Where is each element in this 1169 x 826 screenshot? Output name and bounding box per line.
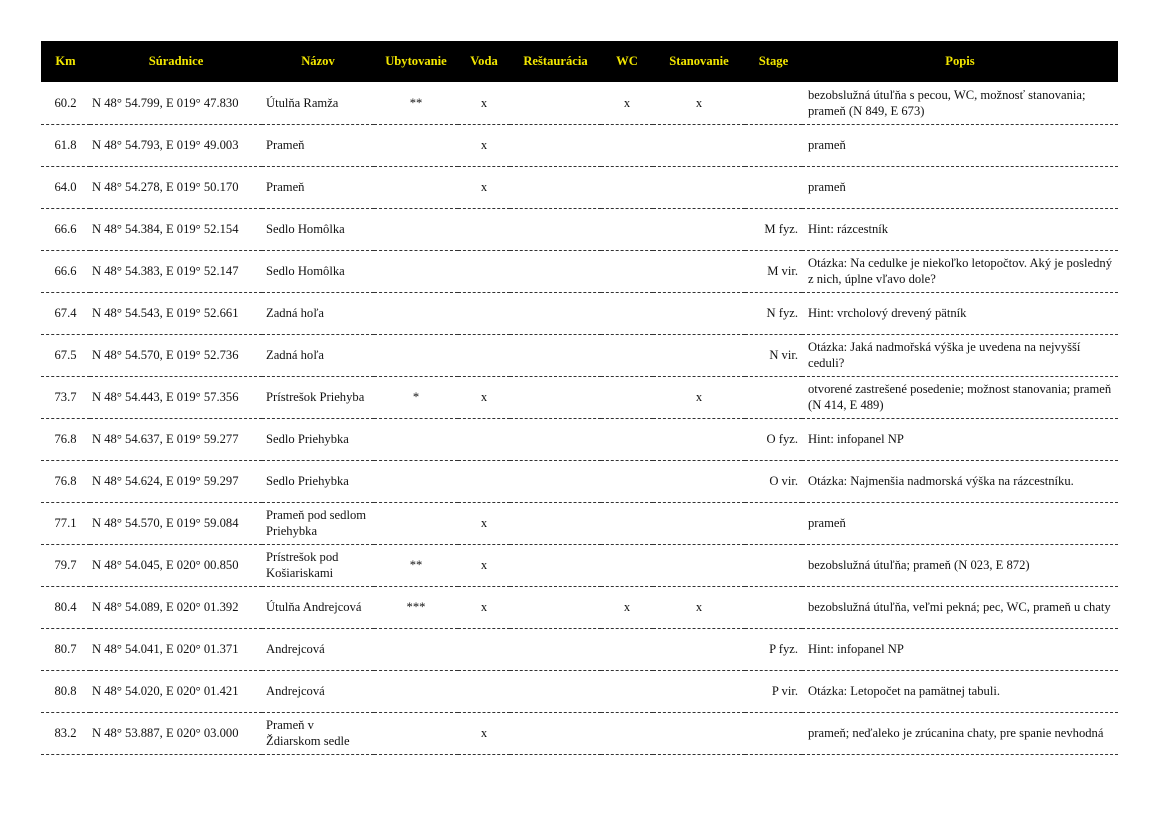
cell-description: prameň [802, 502, 1118, 544]
cell-coordinates: N 48° 54.383, E 019° 52.147 [90, 250, 262, 292]
cell-km: 80.4 [41, 586, 90, 628]
cell-restaurant [510, 376, 601, 418]
cell-km: 64.0 [41, 166, 90, 208]
cell-description: prameň [802, 124, 1118, 166]
cell-restaurant [510, 166, 601, 208]
cell-km: 77.1 [41, 502, 90, 544]
cell-lodging: ** [374, 82, 458, 124]
cell-restaurant [510, 586, 601, 628]
table-row [41, 628, 1118, 670]
cell-lodging [374, 208, 458, 250]
header-row [41, 41, 1118, 82]
cell-name: Sedlo Priehybka [262, 460, 374, 502]
cell-water: x [458, 502, 510, 544]
cell-coordinates: N 48° 54.793, E 019° 49.003 [90, 124, 262, 166]
cell-coordinates: N 48° 54.041, E 020° 01.371 [90, 628, 262, 670]
cell-name: Prístrešok pod Košiariskami [262, 544, 374, 586]
cell-camping [653, 334, 745, 376]
table-row [41, 670, 1118, 712]
cell-camping [653, 250, 745, 292]
header-name: Názov [301, 54, 335, 68]
cell-km: 73.7 [41, 376, 90, 418]
cell-km: 76.8 [41, 460, 90, 502]
cell-water [458, 334, 510, 376]
cell-wc [601, 166, 653, 208]
cell-lodging: ** [374, 544, 458, 586]
cell-stage: M vir. [745, 250, 802, 292]
cell-lodging [374, 166, 458, 208]
cell-wc [601, 712, 653, 754]
header-stage: Stage [758, 54, 789, 68]
cell-name: Útulňa Andrejcová [262, 586, 374, 628]
cell-coordinates: N 48° 54.624, E 019° 59.297 [90, 460, 262, 502]
cell-camping [653, 502, 745, 544]
header-lodging: Ubytovanie [385, 54, 447, 68]
table-row [41, 124, 1118, 166]
header-km: Km [55, 54, 76, 68]
cell-stage: P vir. [745, 670, 802, 712]
cell-coordinates: N 48° 54.799, E 019° 47.830 [90, 82, 262, 124]
cell-camping [653, 670, 745, 712]
table-row [41, 208, 1118, 250]
cell-coordinates: N 48° 54.089, E 020° 01.392 [90, 586, 262, 628]
cell-stage [745, 376, 802, 418]
cell-km: 67.5 [41, 334, 90, 376]
cell-description: prameň [802, 166, 1118, 208]
cell-km: 66.6 [41, 208, 90, 250]
cell-coordinates: N 48° 54.278, E 019° 50.170 [90, 166, 262, 208]
cell-wc [601, 376, 653, 418]
cell-name: Sedlo Priehybka [262, 418, 374, 460]
cell-water: x [458, 544, 510, 586]
cell-coordinates: N 48° 54.570, E 019° 59.084 [90, 502, 262, 544]
cell-stage [745, 166, 802, 208]
cell-description: Otázka: Letopočet na pamätnej tabuli. [802, 670, 1118, 712]
cell-lodging [374, 334, 458, 376]
header-description: Popis [945, 54, 975, 68]
cell-lodging [374, 502, 458, 544]
cell-coordinates: N 48° 54.543, E 019° 52.661 [90, 292, 262, 334]
cell-km: 80.8 [41, 670, 90, 712]
table-row [41, 586, 1118, 628]
cell-restaurant [510, 544, 601, 586]
cell-lodging [374, 712, 458, 754]
cell-water [458, 292, 510, 334]
cell-km: 60.2 [41, 82, 90, 124]
cell-stage: N fyz. [745, 292, 802, 334]
cell-name: Prístrešok Priehyba [262, 376, 374, 418]
table-row [41, 334, 1118, 376]
cell-restaurant [510, 712, 601, 754]
header-camping: Stanovanie [669, 54, 729, 68]
cell-description: otvorené zastrešené posedenie; možnost stanovania; prameň (N 414, E 489) [802, 376, 1118, 418]
cell-km: 66.6 [41, 250, 90, 292]
cell-name: Sedlo Homôlka [262, 208, 374, 250]
cell-name: Prameň [262, 166, 374, 208]
header-water: Voda [470, 54, 498, 68]
header-wc: WC [616, 54, 638, 68]
cell-stage [745, 544, 802, 586]
cell-restaurant [510, 460, 601, 502]
cell-lodging: *** [374, 586, 458, 628]
cell-camping [653, 460, 745, 502]
cell-camping [653, 544, 745, 586]
cell-restaurant [510, 502, 601, 544]
cell-stage: O fyz. [745, 418, 802, 460]
cell-name: Prameň pod sedlom Priehybka [262, 502, 374, 544]
cell-description: bezobslužná útuľňa s pecou, WC, možnosť stanovania; prameň (N 849, E 673) [802, 82, 1118, 124]
cell-description: bezobslužná útuľňa, veľmi pekná; pec, WC, prameň u chaty [802, 586, 1118, 628]
cell-camping [653, 124, 745, 166]
cell-name: Andrejcová [262, 670, 374, 712]
table-row [41, 166, 1118, 208]
table-row [41, 712, 1118, 754]
cell-wc [601, 418, 653, 460]
cell-lodging [374, 250, 458, 292]
cell-wc [601, 460, 653, 502]
table-row [41, 502, 1118, 544]
cell-stage: O vir. [745, 460, 802, 502]
cell-water [458, 208, 510, 250]
cell-water [458, 628, 510, 670]
cell-coordinates: N 48° 54.637, E 019° 59.277 [90, 418, 262, 460]
header-restaurant: Reštaurácia [523, 54, 588, 68]
cell-water [458, 670, 510, 712]
cell-water: x [458, 124, 510, 166]
cell-camping: x [653, 82, 745, 124]
cell-water: x [458, 376, 510, 418]
cell-description: Otázka: Najmenšia nadmorská výška na rázcestníku. [802, 460, 1118, 502]
cell-camping [653, 208, 745, 250]
cell-description: Otázka: Na cedulke je niekoľko letopočtov. Aký je posledný z nich, úplne vľavo dole? [802, 250, 1118, 292]
cell-wc [601, 334, 653, 376]
cell-description: Hint: vrcholový drevený pätník [802, 292, 1118, 334]
header-coordinates: Súradnice [148, 54, 204, 68]
cell-stage [745, 586, 802, 628]
cell-lodging [374, 292, 458, 334]
cell-name: Prameň [262, 124, 374, 166]
cell-wc [601, 628, 653, 670]
table-row [41, 250, 1118, 292]
cell-name: Zadná hoľa [262, 334, 374, 376]
table-row [41, 82, 1118, 124]
cell-water [458, 460, 510, 502]
cell-coordinates: N 48° 54.045, E 020° 00.850 [90, 544, 262, 586]
cell-restaurant [510, 82, 601, 124]
cell-description: Hint: infopanel NP [802, 418, 1118, 460]
cell-camping [653, 418, 745, 460]
cell-description: bezobslužná útuľňa; prameň (N 023, E 872) [802, 544, 1118, 586]
cell-lodging [374, 628, 458, 670]
cell-coordinates: N 48° 54.443, E 019° 57.356 [90, 376, 262, 418]
cell-restaurant [510, 124, 601, 166]
cell-stage: M fyz. [745, 208, 802, 250]
route-table [41, 41, 1118, 755]
cell-wc: x [601, 82, 653, 124]
cell-water: x [458, 166, 510, 208]
cell-lodging [374, 418, 458, 460]
cell-wc [601, 670, 653, 712]
cell-restaurant [510, 250, 601, 292]
cell-restaurant [510, 334, 601, 376]
cell-restaurant [510, 292, 601, 334]
cell-water [458, 418, 510, 460]
cell-name: Zadná hoľa [262, 292, 374, 334]
cell-restaurant [510, 418, 601, 460]
cell-stage [745, 502, 802, 544]
cell-lodging [374, 670, 458, 712]
cell-water [458, 250, 510, 292]
cell-wc: x [601, 586, 653, 628]
cell-camping [653, 628, 745, 670]
cell-name: Sedlo Homôlka [262, 250, 374, 292]
cell-description: prameň; neďaleko je zrúcanina chaty, pre spanie nevhodná [802, 712, 1118, 754]
cell-stage: P fyz. [745, 628, 802, 670]
cell-wc [601, 502, 653, 544]
cell-stage [745, 82, 802, 124]
cell-wc [601, 208, 653, 250]
cell-water: x [458, 712, 510, 754]
table-row [41, 460, 1118, 502]
table-row [41, 544, 1118, 586]
cell-camping [653, 292, 745, 334]
cell-lodging [374, 124, 458, 166]
cell-coordinates: N 48° 53.887, E 020° 03.000 [90, 712, 262, 754]
cell-name: Útulňa Ramža [262, 82, 374, 124]
cell-km: 80.7 [41, 628, 90, 670]
cell-wc [601, 124, 653, 166]
cell-description: Hint: rázcestník [802, 208, 1118, 250]
table-row [41, 376, 1118, 418]
cell-restaurant [510, 670, 601, 712]
cell-coordinates: N 48° 54.020, E 020° 01.421 [90, 670, 262, 712]
cell-name: Prameň v Ždiarskom sedle [262, 712, 374, 754]
cell-restaurant [510, 628, 601, 670]
cell-coordinates: N 48° 54.384, E 019° 52.154 [90, 208, 262, 250]
cell-camping [653, 166, 745, 208]
cell-km: 61.8 [41, 124, 90, 166]
cell-coordinates: N 48° 54.570, E 019° 52.736 [90, 334, 262, 376]
cell-lodging [374, 460, 458, 502]
cell-description: Hint: infopanel NP [802, 628, 1118, 670]
cell-wc [601, 292, 653, 334]
cell-km: 76.8 [41, 418, 90, 460]
cell-km: 83.2 [41, 712, 90, 754]
table-row [41, 418, 1118, 460]
cell-water: x [458, 82, 510, 124]
cell-stage: N vir. [745, 334, 802, 376]
cell-km: 67.4 [41, 292, 90, 334]
cell-wc [601, 250, 653, 292]
cell-wc [601, 544, 653, 586]
cell-camping: x [653, 376, 745, 418]
cell-camping [653, 712, 745, 754]
cell-lodging: * [374, 376, 458, 418]
cell-stage [745, 712, 802, 754]
cell-name: Andrejcová [262, 628, 374, 670]
table-row [41, 292, 1118, 334]
cell-water: x [458, 586, 510, 628]
cell-stage [745, 124, 802, 166]
cell-camping: x [653, 586, 745, 628]
cell-restaurant [510, 208, 601, 250]
cell-km: 79.7 [41, 544, 90, 586]
cell-description: Otázka: Jaká nadmořská výška je uvedena na nejvyšší ceduli? [802, 334, 1118, 376]
